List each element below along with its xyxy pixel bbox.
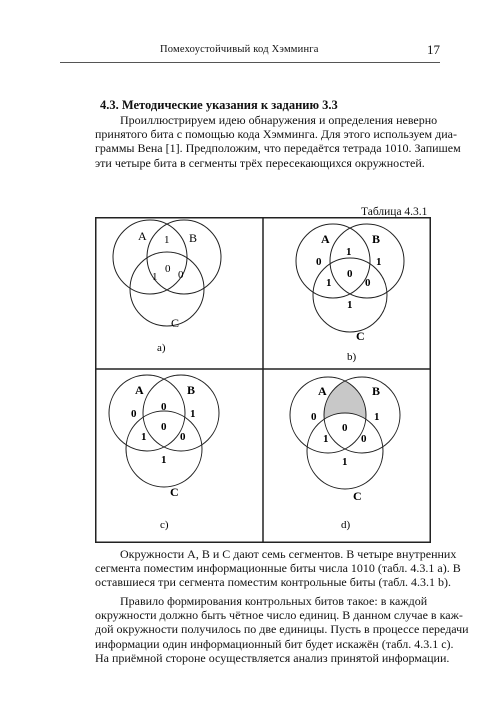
diagram-caption: a) <box>157 342 166 354</box>
diagram-caption: c) <box>160 519 169 531</box>
body-line: оставшиеся три сегмента поместим контрольные биты (табл. 4.3.1 b). <box>95 575 452 590</box>
venn-diagram-c <box>109 375 219 531</box>
intro-line: Проиллюстрируем идею обнаружения и определения неверно <box>120 113 438 127</box>
segment-b-only: 1 <box>190 408 196 420</box>
label-c: C <box>356 329 365 343</box>
segment-b-only: 1 <box>376 256 382 268</box>
segment-ab: 1 <box>346 246 352 258</box>
segment-a-only: 0 <box>131 408 137 420</box>
segment-bc: 0 <box>365 277 371 289</box>
segment-abc: 0 <box>161 421 167 433</box>
label-a: A <box>321 232 330 246</box>
body-paragraph-2 <box>95 594 469 665</box>
page-number: 17 <box>427 42 440 57</box>
segment-bc: 0 <box>361 433 367 445</box>
venn-diagram-b <box>296 224 404 363</box>
circle-a <box>109 375 185 451</box>
diagram-caption: d) <box>341 519 351 531</box>
segment-a-only: 0 <box>316 256 322 268</box>
body-line: Окружности A, B и C дают семь сегментов. В четыре внутренних <box>120 547 457 561</box>
segment-a-only: 0 <box>311 411 317 423</box>
running-title: Помехоустойчивый код Хэмминга <box>160 44 319 55</box>
venn-table <box>95 217 431 548</box>
segment-b-only: 1 <box>374 411 380 423</box>
intro-line: эти четыре бита в сегменты трёх пересекающихся окружностей. <box>95 155 425 170</box>
label-b: B <box>189 231 198 245</box>
intro-paragraph <box>95 113 461 170</box>
venn-diagram-a <box>113 220 221 354</box>
segment-c-only: 1 <box>342 456 348 468</box>
body-line: информации один информационный бит будет искажён (табл. 4.3.1 c). <box>95 636 454 651</box>
header-rule <box>60 62 440 63</box>
label-a: A <box>135 383 144 397</box>
label-c: C <box>170 485 179 499</box>
segment-bc: 0 <box>180 431 186 443</box>
table-caption: Таблица 4.3.1 <box>361 206 428 218</box>
segment-bc: 0 <box>178 269 184 281</box>
body-line: Правило формирования контрольных битов такое: в каждой <box>120 594 428 608</box>
segment-abc: 0 <box>342 422 348 434</box>
label-b: B <box>372 232 381 246</box>
page-header <box>60 44 440 64</box>
diagram-caption: b) <box>347 351 357 363</box>
body-line: окружности должно быть чётное число единиц. В данном случае в каж- <box>95 608 463 623</box>
label-c: C <box>353 489 362 503</box>
segment-abc: 0 <box>165 263 171 275</box>
segment-ab: 1 <box>164 234 170 246</box>
venn-diagram-d <box>290 377 400 531</box>
segment-c-only: 1 <box>347 299 353 311</box>
venn-table-grid <box>95 217 431 543</box>
intro-line: принятого бита с помощью кода Хэмминга. Для этого используем диа- <box>95 127 457 142</box>
circle-a <box>113 220 187 294</box>
section-title: 4.3. Методические указания к заданию 3.3 <box>100 98 338 112</box>
segment-abc: 0 <box>347 268 353 280</box>
body-line: дой окружности получилось по две единицы. Пусть в процессе передачи <box>95 622 469 637</box>
intro-line: граммы Вена [1]. Предположим, что передаётся тетрада 1010. Запишем <box>95 141 461 156</box>
circle-a <box>296 224 370 298</box>
body-line: сегмента поместим информационные биты числа 1010 (табл. 4.3.1 a). В <box>95 561 461 576</box>
label-b: B <box>372 384 381 398</box>
label-a: A <box>138 229 147 243</box>
segment-c-only: 1 <box>161 454 167 466</box>
segment-ac: 1 <box>323 433 329 445</box>
label-c: C <box>171 316 180 330</box>
segment-ab: 0 <box>161 401 167 413</box>
circle-b <box>147 220 221 294</box>
label-a: A <box>318 384 327 398</box>
segment-ac: 1 <box>152 271 158 283</box>
segment-ac: 1 <box>326 277 332 289</box>
body-line: На приёмной стороне осуществляется анализ принятой информации. <box>95 650 450 665</box>
body-paragraph-1 <box>95 547 461 590</box>
label-b: B <box>187 383 196 397</box>
segment-ac: 1 <box>141 431 147 443</box>
